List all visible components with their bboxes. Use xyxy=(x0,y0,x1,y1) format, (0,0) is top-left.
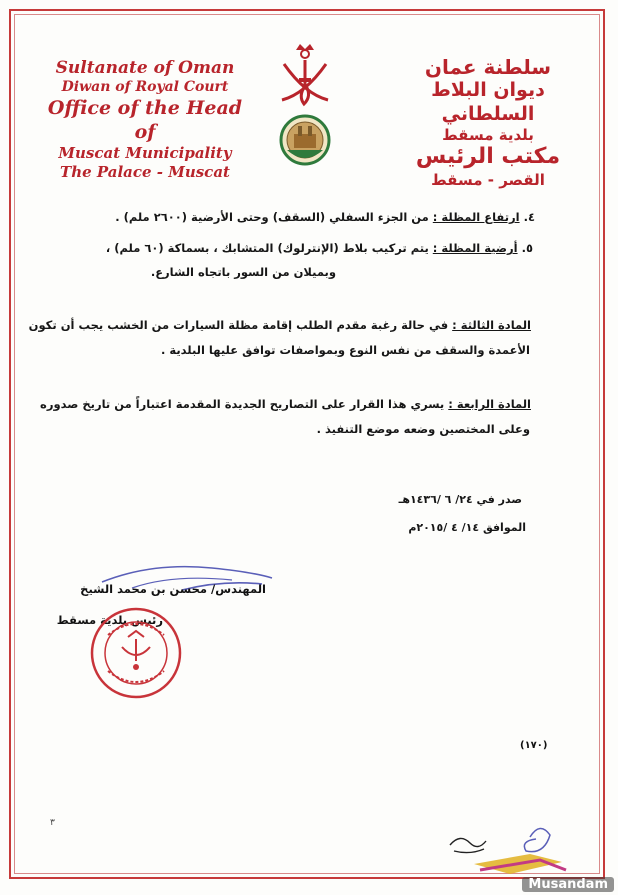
article-4-label: المادة الرابعة : xyxy=(448,397,531,411)
item-4-label: ارتفاع المظلة : xyxy=(432,210,520,224)
letterhead-en-line-4: Muscat Municipality xyxy=(58,144,232,163)
watermark-logo-icon xyxy=(470,840,570,880)
article-4-text: يسري هذا القرار على التصاريح الجديدة المقدمة اعتباراً من تاريخ صدوره xyxy=(40,397,445,411)
signatory-name: المهندس/ محسن بن محمد الشيخ xyxy=(80,582,266,596)
issue-date-gregorian: الموافق ١٤/ ٤ /٢٠١٥م xyxy=(408,521,526,534)
letterhead-ar-line-4: مكتب الرئيس xyxy=(415,144,561,170)
item-4 xyxy=(115,210,535,224)
oman-crest-icon xyxy=(270,42,340,172)
letterhead-ar-line-1: سلطنة عمان xyxy=(424,55,552,79)
item-4-number: ٤. xyxy=(523,210,535,224)
item-5-text: يتم تركيب بلاط (الإنترلوك) المتشابك ، بسماكة (٦٠ ملم) ، xyxy=(105,241,429,255)
letterhead-ar-line-5: القصر - مسقط xyxy=(431,170,545,189)
page-reference: (١٧٠) xyxy=(520,740,548,751)
official-stamp xyxy=(88,605,184,701)
letterhead-en-line-2: Diwan of Royal Court xyxy=(61,79,229,96)
letterhead-ar-line-2: ديوان البلاط السلطاني xyxy=(431,79,545,125)
signatory-title: رئيس بلدية مسقط xyxy=(56,613,163,627)
article-3-label: المادة الثالثة : xyxy=(452,318,531,332)
item-5-line-2: وبميلان من السور باتجاه الشارع. xyxy=(150,265,336,279)
watermark-graphic xyxy=(470,840,570,880)
letterhead-arabic xyxy=(388,55,588,189)
letterhead-en-line-5: The Palace - Muscat xyxy=(60,163,230,181)
item-4-text: من الجزء السفلي (السقف) وحتى الأرضية (٢٦٠٠ ملم) . xyxy=(115,210,429,224)
letterhead-en-line-1: Sultanate of Oman xyxy=(55,58,235,78)
letterhead-en-line-3: Office of the Head of xyxy=(47,96,243,143)
article-4-line-2: وعلى المختصين وضعه موضع التنفيذ . xyxy=(316,422,530,436)
article-3-line-1 xyxy=(29,318,531,332)
article-3-text: في حالة رغبة مقدم الطلب إقامة مظلة السيارات من الخشب يجب أن تكون xyxy=(28,318,449,332)
item-5-label: أرضية المظلة : xyxy=(432,241,518,255)
page-number: ٣ xyxy=(50,818,55,828)
letterhead-english xyxy=(40,58,250,182)
item-5-number: ٥. xyxy=(521,241,533,255)
stamp-seal-icon xyxy=(88,605,184,701)
issue-date-hijri: صدر في ٢٤/ ٦ /١٤٣٦هـ xyxy=(398,493,522,506)
letterhead-ar-line-3: بلدية مسقط xyxy=(442,125,534,144)
article-3-line-2: الأعمدة والسقف من نفس النوع وبمواصفات توافق عليها البلدية . xyxy=(160,343,530,357)
watermark-text: Musandam xyxy=(522,877,614,892)
municipality-emblem xyxy=(270,42,340,172)
item-5 xyxy=(106,241,533,255)
article-4-line-1 xyxy=(40,397,531,411)
